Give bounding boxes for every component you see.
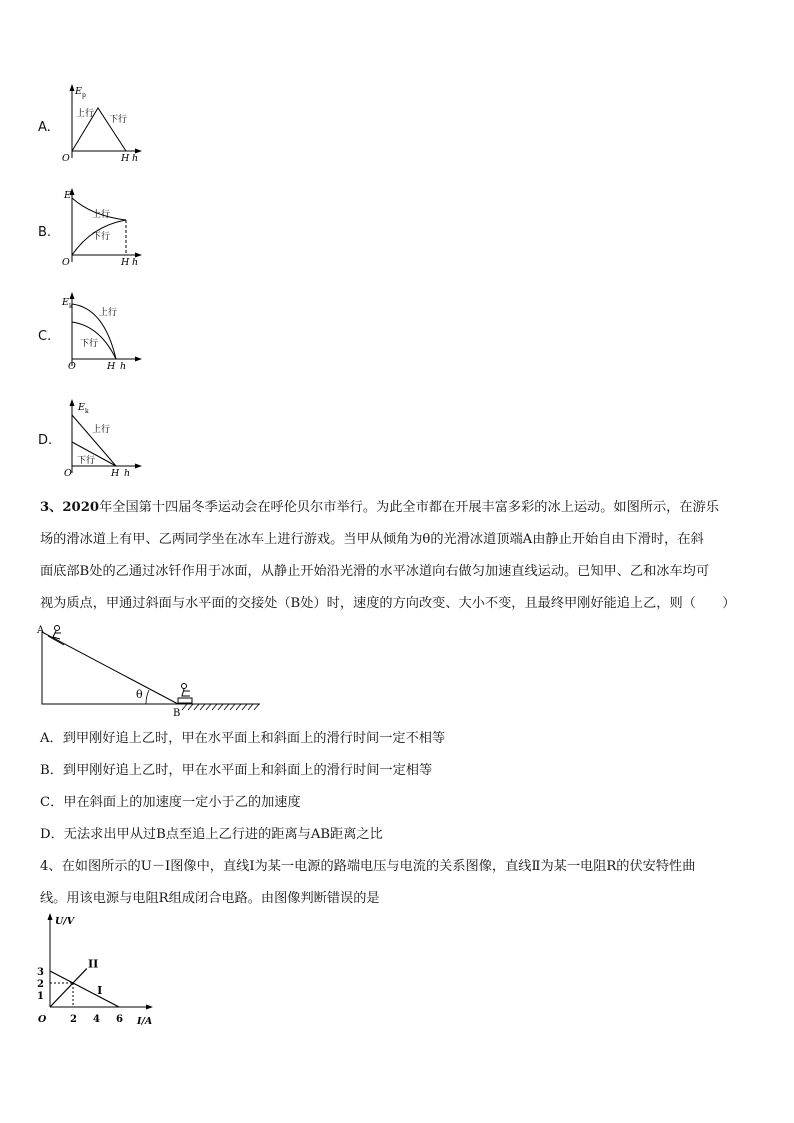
- option-a-graph: [58, 82, 148, 166]
- q3-option-d: D．无法求出甲从过B点至追上乙行进的距离与AB距离之比: [40, 827, 383, 842]
- b-origin: O: [62, 257, 70, 268]
- d-h: H: [111, 468, 120, 479]
- series-label-2: II: [87, 957, 99, 971]
- b-down: 下行: [92, 232, 111, 242]
- chart-origin: O: [38, 1014, 47, 1025]
- q3-option-c: C．甲在斜面上的加速度一定小于乙的加速度: [40, 795, 301, 810]
- b-ylabel: E: [64, 190, 71, 201]
- option-a-letter: A.: [38, 120, 51, 135]
- sled-person-yi: [178, 684, 192, 704]
- option-c-graph: [58, 290, 148, 374]
- y-tick-1: 1: [37, 991, 44, 1002]
- q3-line-2: 场的滑冰道上有甲、乙两同学坐在冰车上进行游戏。当甲从倾角为θ的光滑冰道顶端A由静止开始自由下滑时，在斜: [40, 532, 704, 547]
- series-line-1: [50, 971, 119, 1007]
- c-down: 下行: [80, 339, 99, 349]
- point-b: B: [173, 708, 181, 716]
- b-h: H: [121, 257, 130, 268]
- d-ysub: k: [85, 408, 89, 415]
- q3-line1-rest: 年全国第十四届冬季运动会在呼伦贝尔市举行。为此全市都在开展丰富多彩的冰上运动。如图所示，在游乐: [99, 500, 719, 515]
- c-h: H: [107, 361, 116, 372]
- d-x: h: [124, 468, 131, 479]
- x-tick-2: 2: [70, 1014, 77, 1025]
- q3-number: 3、2020: [40, 500, 100, 515]
- option-b-letter: B.: [38, 225, 52, 240]
- c-up: 上行: [99, 308, 118, 318]
- y-tick-2: 2: [37, 979, 44, 990]
- option-d-letter: D.: [38, 433, 53, 448]
- q3-line-3: 面底部B处的乙通过冰钎作用于冰面，从静止开始沿光滑的水平冰道向右做匀加速直线运动。已知甲、乙和冰车均可: [40, 564, 710, 579]
- d-ylabel: E: [78, 402, 85, 413]
- c-origin: O: [68, 361, 76, 372]
- q4-line-2: 线。用该电源与电阻R组成闭合电路。由图像判断错误的是: [40, 891, 380, 906]
- point-a: A: [37, 625, 45, 636]
- x-tick-6: 6: [116, 1014, 123, 1025]
- a-down: 下行: [109, 115, 128, 125]
- y-axis-label: U/V: [55, 916, 75, 927]
- a-h: H: [121, 153, 130, 164]
- b-up: 上行: [92, 210, 111, 220]
- q3-line-4: 视为质点，甲通过斜面与水平面的交接处（B处）时，速度的方向改变、大小不变，且最终甲刚好能追上乙，则（ ）: [40, 596, 736, 611]
- series-label-1: I: [97, 983, 103, 997]
- angle-theta: θ: [136, 688, 143, 701]
- q3-option-a: A．到甲刚好追上乙时，甲在水平面上和斜面上的滑行时间一定不相等: [40, 731, 446, 746]
- d-origin: O: [64, 468, 72, 479]
- ui-chart: [30, 910, 160, 1030]
- option-b-graph: [58, 186, 148, 270]
- incline-figure: [34, 620, 264, 716]
- d-down: 下行: [77, 456, 96, 466]
- q4-line-1: 4、在如图所示的U－I图像中，直线Ⅰ为某一电源的路端电压与电流的关系图像，直线Ⅱ为某一电阻R的伏安特性曲: [40, 859, 696, 874]
- y-tick-3: 3: [37, 967, 44, 978]
- a-origin: O: [62, 153, 70, 164]
- x-tick-4: 4: [93, 1014, 100, 1025]
- q3-line-1: [40, 496, 719, 515]
- c-ylabel: E: [62, 297, 69, 308]
- option-c-letter: C.: [38, 329, 52, 344]
- a-ylabel: E: [75, 86, 82, 97]
- b-x: h: [132, 257, 139, 268]
- a-ysub: p: [82, 92, 86, 99]
- q3-option-b: B．到甲刚好追上乙时，甲在水平面上和斜面上的滑行时间一定相等: [40, 763, 433, 778]
- d-up: 上行: [92, 425, 111, 435]
- option-d-graph: [58, 397, 148, 481]
- c-ysub: k: [69, 303, 73, 310]
- a-x: h: [132, 153, 139, 164]
- a-up: 上行: [76, 109, 95, 119]
- c-x: h: [120, 361, 127, 372]
- x-axis-label: I/A: [137, 1016, 153, 1027]
